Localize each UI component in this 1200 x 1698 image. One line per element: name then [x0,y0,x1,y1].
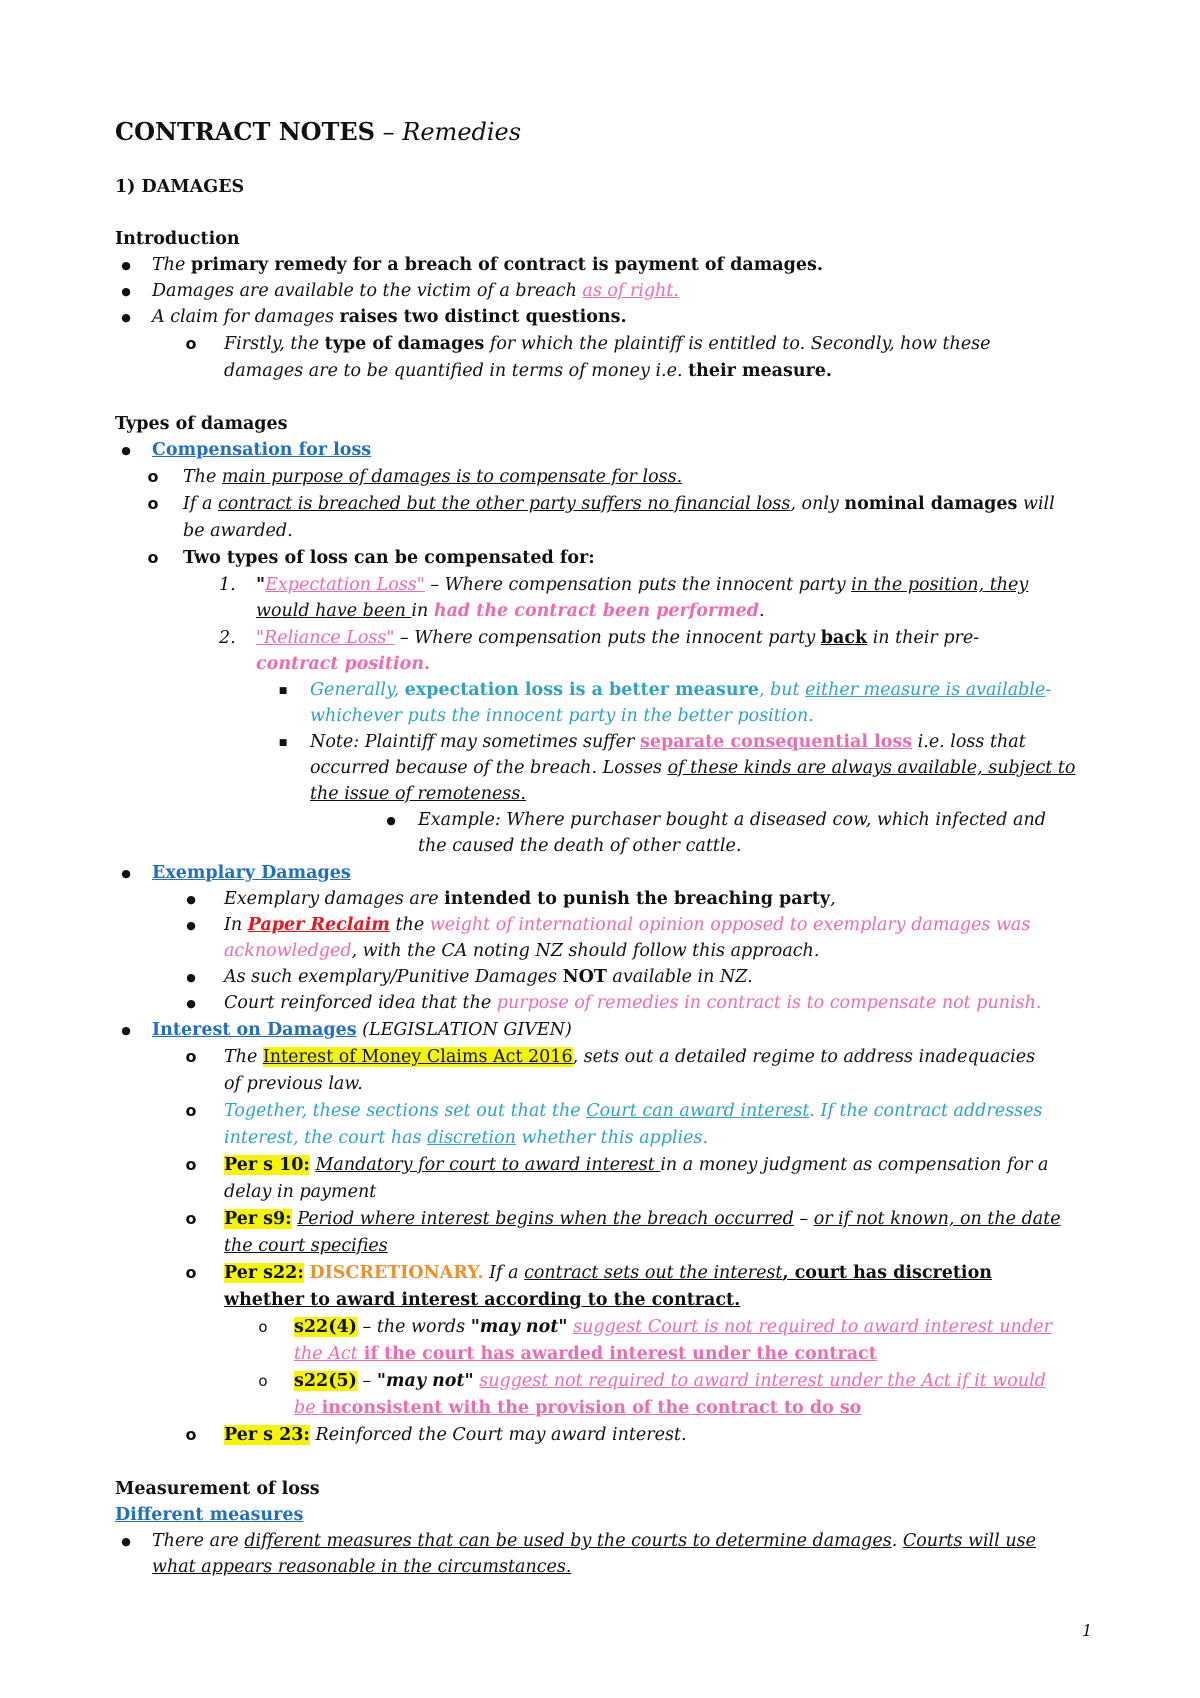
page-title: CONTRACT NOTES – Remedies [115,117,522,146]
square-bullet-icon [276,729,290,758]
list-number-1: 1. [219,575,236,595]
bullet-icon [119,278,133,306]
interest-sub-1-cont: of previous law. [224,1074,363,1094]
exemplary-sub-2-cont: acknowledged, with the CA noting NZ should follow this approach. [224,941,820,961]
page-number: 1 [1082,1621,1093,1640]
interest-s22-cont: whether to award interest according to the contract. [224,1290,741,1310]
sub-bullet-icon [184,1098,198,1124]
generally-note-cont: whichever puts the innocent party in the better position. [310,706,814,726]
intro-sub-bullet-1: Firstly, the type of damages for which the plaintiff is entitled to. Secondly, how these [224,334,991,354]
square-bullet-icon [276,677,290,706]
bullet-icon [184,912,198,940]
sub-sub-bullet-icon [256,1314,270,1340]
s22-4-item-cont: the Act if the court has awarded interest under the contract [294,1344,877,1364]
exemplary-sub-3: As such exemplary/Punitive Damages NOT available in NZ. [224,967,753,987]
measures-bullet-1: There are different measures that can be used by the courts to determine damages. Courts will use [152,1531,1036,1551]
interest-on-damages: Interest on Damages (LEGISLATION GIVEN) [152,1020,572,1040]
list-number-2: 2. [219,628,236,648]
s22-4-item: s22(4) – the words "may not" suggest Court is not required to award interest under [294,1317,1052,1337]
intro-sub-bullet-1-cont: damages are to be quantified in terms of money i.e. their measure. [224,361,833,381]
sub-bullet-icon [184,1422,198,1448]
interest-sub-2: Together, these sections set out that the Court can award interest. If the contract addresses [224,1101,1043,1121]
bullet-icon [184,886,198,914]
sub-bullet-icon [184,1152,198,1178]
bullet-icon [119,860,133,888]
interest-sub-1: The Interest of Money Claims Act 2016, sets out a detailed regime to address inadequacies [224,1047,1036,1067]
exemplary-sub-2: In Paper Reclaim the weight of international opinion opposed to exemplary damages was [224,915,1031,935]
generally-note: Generally, expectation loss is a better measure, but either measure is available- [310,680,1052,700]
expectation-loss-item-cont: would have been in had the contract been performed. [256,601,765,621]
comp-sub-3: Two types of loss can be compensated for: [183,548,595,568]
sub-bullet-icon [146,545,160,571]
bullet-icon [119,1017,133,1045]
bullet-icon [384,807,398,835]
interest-s10: Per s 10: Mandatory for court to award interest in a money judgment as compensation for a [224,1155,1049,1175]
comp-sub-1: The main purpose of damages is to compensate for loss. [183,467,683,487]
intro-bullet-2: Damages are available to the victim of a breach as of right. [152,281,679,301]
s22-5-item-cont: be inconsistent with the provision of the contract to do so [294,1398,862,1418]
exemplary-sub-1: Exemplary damages are intended to punish the breaching party, [224,889,836,909]
heading-types-of-damages: Types of damages [115,414,288,434]
section-heading-damages: 1) DAMAGES [115,177,245,197]
example-cow-cont: the caused the death of other cattle. [418,836,742,856]
interest-s23: Per s 23: Reinforced the Court may award interest. [224,1425,687,1445]
exemplary-sub-4: Court reinforced idea that the purpose of remedies in contract is to compensate not punish. [224,993,1042,1013]
bullet-icon [119,437,133,465]
measures-bullet-1-cont: what appears reasonable in the circumstances. [152,1557,572,1577]
bullet-icon [119,304,133,332]
interest-s22: Per s22: DISCRETIONARY. If a contract sets out the interest, court has discretion [224,1263,992,1283]
consequential-loss-note-cont-2: the issue of remoteness. [310,784,526,804]
comp-sub-2-cont: be awarded. [183,521,293,541]
sub-bullet-icon [184,1044,198,1070]
compensation-for-loss: Compensation for loss [152,440,372,460]
bullet-icon [119,1528,133,1556]
interest-sub-2-cont: interest, the court has discretion whether this applies. [224,1128,709,1148]
interest-s10-cont: delay in payment [224,1182,377,1202]
consequential-loss-note-cont: occurred because of the breach. Losses of these kinds are always available, subject to [310,758,1076,778]
interest-s9-cont: the court specifies [224,1236,388,1256]
bullet-icon [119,252,133,280]
sub-bullet-icon [146,491,160,517]
heading-different-measures: Different measures [115,1505,304,1525]
example-cow: Example: Where purchaser bought a diseased cow, which infected and [418,810,1046,830]
bullet-icon [184,964,198,992]
reliance-loss-item: "Reliance Loss" – Where compensation puts the innocent party back in their pre- [256,628,980,648]
interest-s9: Per s9: Period where interest begins when the breach occurred – or if not known, on the date [224,1209,1061,1229]
sub-bullet-icon [184,1260,198,1286]
heading-measurement-of-loss: Measurement of loss [115,1479,320,1499]
intro-bullet-1: The primary remedy for a breach of contract is payment of damages. [152,255,823,275]
sub-bullet-icon [184,1206,198,1232]
heading-introduction: Introduction [115,229,240,249]
sub-bullet-icon [184,331,198,357]
sub-bullet-icon [146,464,160,490]
reliance-loss-item-cont: contract position. [256,654,431,674]
comp-sub-2: If a contract is breached but the other party suffers no financial loss, only nominal damages will [183,494,1055,514]
consequential-loss-note: Note: Plaintiff may sometimes suffer separate consequential loss i.e. loss that [310,732,1026,752]
bullet-icon [184,990,198,1018]
intro-bullet-3: A claim for damages raises two distinct questions. [152,307,627,327]
exemplary-damages: Exemplary Damages [152,863,351,883]
s22-5-item: s22(5) – "may not" suggest not required to award interest under the Act if it would [294,1371,1046,1391]
sub-sub-bullet-icon [256,1368,270,1394]
expectation-loss-item: "Expectation Loss" – Where compensation puts the innocent party in the position, they [256,575,1029,595]
